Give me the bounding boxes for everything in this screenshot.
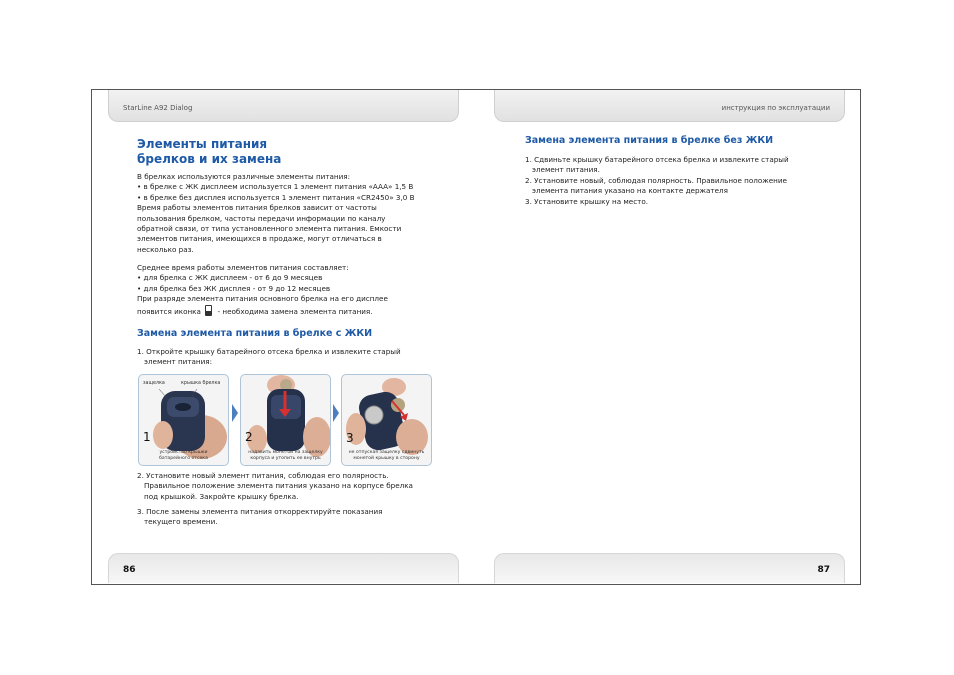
left-subtitle: Замена элемента питания в брелке с ЖКИ [137, 328, 373, 339]
photo-number: 3 [346, 431, 354, 445]
avg-line: • для брелка с ЖК дисплеем - от 6 до 9 месяцев [137, 273, 323, 283]
left-footer [108, 553, 459, 583]
right-step-line: элемента питания указано на контакте держателя [532, 186, 728, 196]
right-footer [494, 553, 845, 583]
next-step-arrow-icon [333, 404, 339, 422]
photo-step-3 [341, 374, 432, 466]
title-line-2: брелков и их замена [137, 152, 282, 166]
label-cover: крышка брелка [181, 381, 221, 386]
caption-line: монетой крышку в сторону [353, 455, 420, 461]
caption-line: не отпуская защелку сдвинуть [348, 450, 425, 455]
step-1-line: элемент питания: [144, 357, 213, 367]
right-step-line: 3. Установите крышку на место. [525, 196, 649, 206]
icon-line [137, 305, 388, 317]
step-1-text [137, 347, 401, 368]
intro-text [137, 172, 415, 255]
intro-line: • в брелке без дисплея используется 1 элемент питания «CR2450» 3,0 В [137, 192, 415, 202]
right-header [494, 90, 845, 122]
photo-step-1 [138, 374, 229, 466]
avg-line: При разряде элемента питания основного брелка на его дисплее [137, 294, 388, 304]
battery-icon [205, 305, 212, 316]
step-3-text [137, 507, 382, 528]
next-step-arrow-icon [232, 404, 238, 422]
photo-step-2 [240, 374, 331, 466]
right-steps-text [525, 155, 789, 207]
right-step-line: элемент питания. [532, 165, 600, 175]
icon-line-after: - необходима замена элемента питания. [217, 306, 373, 316]
icon-line-before: появится иконка [137, 306, 201, 316]
step-2-line: Правильное положение элемента питания указано на корпусе брелка [144, 481, 413, 491]
photo-caption [139, 450, 228, 461]
intro-line: пользования брелком, частоты передачи информации по каналу [137, 213, 386, 223]
avg-line: Среднее время работы элементов питания составляет: [137, 263, 349, 272]
intro-line: обратной связи, от типа установленного элемента питания. Емкости [137, 224, 402, 234]
caption-line: корпуса и утопить ее внутрь [250, 455, 321, 461]
step-2-line: под крышкой. Закройте крышку брелка. [144, 491, 299, 501]
step-3-line: текущего времени. [144, 517, 218, 527]
intro-line: несколько раз. [137, 244, 194, 254]
label-latch: защелка [143, 381, 165, 386]
step-2-line: 2. Установите новый элемент питания, соблюдая его полярность. [137, 471, 389, 480]
photo-number: 1 [143, 430, 151, 444]
avg-line: • для брелка без ЖК дисплея - от 9 до 12 месяцев [137, 283, 331, 293]
left-page-number: 86 [123, 565, 136, 575]
photo-caption [342, 450, 431, 461]
caption-line: надавить монетой на защелку [248, 450, 323, 455]
caption-line: устройство крышки [159, 450, 208, 455]
intro-line: Время работы элементов питания брелков зависит от частоты [137, 203, 377, 213]
step-1-line: 1. Откройте крышку батарейного отсека брелка и извлеките старый [137, 347, 401, 356]
right-subtitle: Замена элемента питания в брелке без ЖКИ [525, 135, 774, 146]
right-page-number: 87 [817, 565, 830, 575]
left-header [108, 90, 459, 122]
avg-time-text [137, 263, 388, 317]
caption-line: батарейного отсека [159, 455, 208, 461]
right-header-title: инструкция по эксплуатации [721, 104, 830, 112]
intro-line: В брелках используются различные элементы питания: [137, 172, 351, 181]
step-2-text [137, 471, 413, 502]
intro-line: • в брелке с ЖК дисплеем используется 1 элемент питания «AAA» 1,5 В [137, 182, 414, 192]
left-header-title: StarLine A92 Dialog [123, 104, 193, 112]
photo-number: 2 [245, 430, 253, 444]
title-line-1: Элементы питания [137, 137, 268, 151]
step-3-line: 3. После замены элемента питания откорректируйте показания [137, 507, 383, 516]
right-step-line: 1. Сдвиньте крышку батарейного отсека брелка и извлеките старый [525, 155, 789, 164]
photo-caption [241, 450, 330, 461]
intro-line: элементов питания, имеющихся в продаже, могут отличаться в [137, 234, 382, 244]
page-title [137, 137, 281, 167]
right-step-line: 2. Установите новый, соблюдая полярность. Правильное положение [525, 175, 787, 185]
